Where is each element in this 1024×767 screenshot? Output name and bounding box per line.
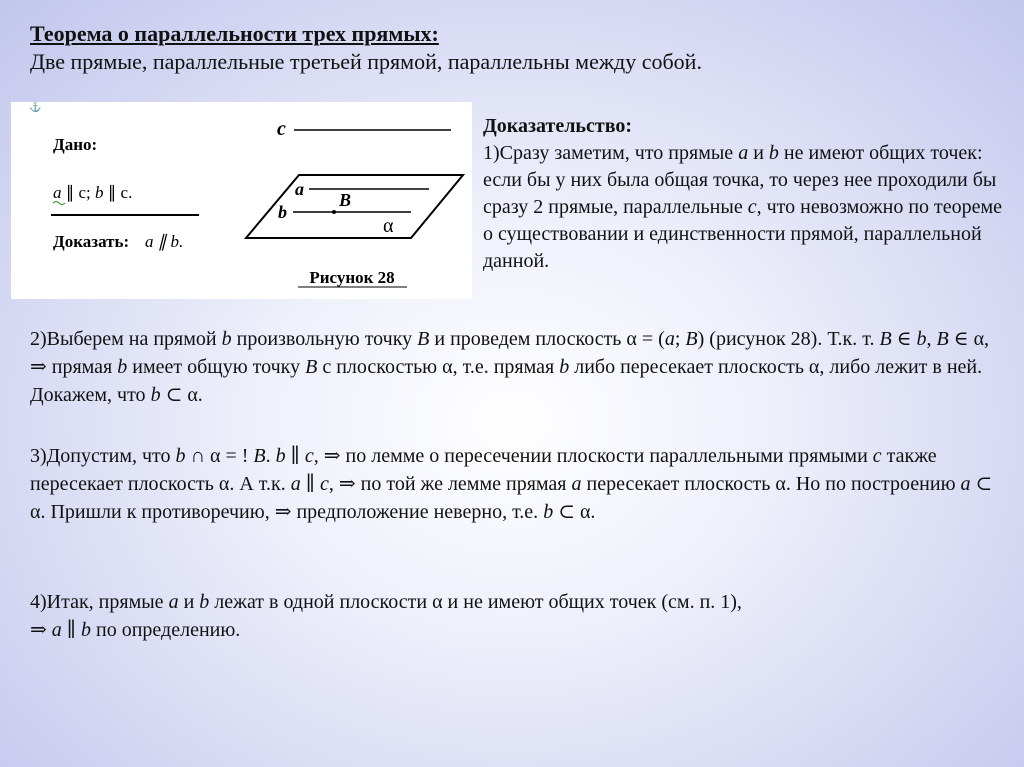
text: имеет общую точку <box>127 356 306 378</box>
var-B: B <box>305 356 318 378</box>
var-b: b <box>768 142 779 164</box>
text: и проведем плоскость α = ( <box>429 328 665 350</box>
point-B <box>332 210 336 214</box>
text: ∈ α, ⇒ прямая <box>30 328 990 378</box>
text: ∥ <box>300 473 320 495</box>
text: , что невозможно по теореме о существовании и единственности прямой, параллельной данной. <box>483 196 1003 272</box>
text: ∈ <box>891 328 917 350</box>
proof-heading: Доказательство: <box>483 115 633 137</box>
text: , <box>926 328 937 350</box>
text: лежат в одной плоскости α и не имеют общих точек (см. п. 1), <box>209 591 742 613</box>
text: по определению. <box>91 619 241 641</box>
var-c: c <box>319 473 329 495</box>
proof-step-1-block <box>483 113 1003 275</box>
var-B: B <box>879 328 892 350</box>
geometry-drawing <box>11 102 472 299</box>
text: ⊂ α. Пришли к противоречию, ⇒ предположение неверно, т.е. <box>30 473 993 523</box>
text: и <box>748 142 769 164</box>
line-c-label: c <box>277 118 286 140</box>
var-b: b <box>175 445 186 467</box>
point-B-label: B <box>339 190 352 210</box>
text: ∩ α = ! <box>185 445 254 467</box>
var-b: b <box>543 501 554 523</box>
text: 3)Допустим, что <box>30 445 176 467</box>
text: ⊂ α. <box>553 501 596 523</box>
var-c: c <box>304 445 314 467</box>
text: ⇒ <box>30 619 52 641</box>
text: произвольную точку <box>231 328 418 350</box>
var-B: B <box>253 445 266 467</box>
proof-step-3 <box>30 442 1005 526</box>
var-b: b <box>81 619 92 641</box>
figure-caption: Рисунок 28 <box>309 268 395 287</box>
var-b: b <box>150 384 161 406</box>
given-expression <box>53 183 132 202</box>
theorem-title: Теорема о параллельности трех прямых: <box>30 21 439 46</box>
var-b: b <box>221 328 232 350</box>
text: либо пересекает плоскость α, либо лежит в ней. Докажем, что <box>30 356 983 406</box>
var-c: c <box>872 445 882 467</box>
var-B: B <box>417 328 430 350</box>
text: ; <box>674 328 686 350</box>
var-c: c <box>747 196 757 218</box>
var-b: b <box>559 356 570 378</box>
text: ∥ <box>285 445 305 467</box>
prove-label: Доказать: <box>53 232 130 251</box>
text: . <box>265 445 276 467</box>
text: и <box>178 591 200 613</box>
var-a: a <box>571 473 582 495</box>
var-a: a <box>51 619 62 641</box>
text: , ⇒ по лемме о пересечении плоскости параллельными прямыми <box>313 445 873 467</box>
var-a: a <box>664 328 675 350</box>
figure-28 <box>11 102 472 299</box>
var-B: B <box>685 328 698 350</box>
var-b: b <box>117 356 128 378</box>
text: ⊂ α. <box>160 384 203 406</box>
given-a: a <box>53 183 62 202</box>
text: 4)Итак, прямые <box>30 591 169 613</box>
given-b: b <box>95 183 104 202</box>
text: ) (рисунок 28). Т.к. т. <box>697 328 880 350</box>
proof-step-1 <box>483 140 1003 275</box>
theorem-statement: Две прямые, параллельные третьей прямой, параллельны между собой. <box>30 49 702 74</box>
var-b: b <box>916 328 927 350</box>
text: ∥ <box>61 619 82 641</box>
proof-step-2 <box>30 325 1005 409</box>
prove-expression: a ∥ b. <box>145 232 184 251</box>
given-mid: ∥ c; <box>61 183 96 202</box>
var-a: a <box>960 473 971 495</box>
theorem-header <box>30 20 990 76</box>
proof-step-4 <box>30 588 1005 644</box>
given-label: Дано: <box>53 135 98 154</box>
var-B: B <box>936 328 949 350</box>
var-a: a <box>290 473 301 495</box>
var-b: b <box>199 591 210 613</box>
text: 2)Выберем на прямой <box>30 328 222 350</box>
line-b-label: b <box>278 202 287 222</box>
anchor-icon: ⚓ <box>29 102 42 113</box>
text: 1)Сразу заметим, что прямые <box>483 142 739 164</box>
plane-alpha-label: α <box>383 215 394 237</box>
var-b: b <box>275 445 286 467</box>
var-a: a <box>738 142 749 164</box>
var-a: a <box>168 591 179 613</box>
text: также пересекает плоскость α. А т.к. <box>30 445 937 495</box>
text: с плоскостью α, т.е. прямая <box>317 356 560 378</box>
given-end: ∥ c. <box>103 183 133 202</box>
text: пересекает плоскость α. Но по построению <box>581 473 961 495</box>
line-a-label: a <box>295 179 304 199</box>
text: не имеют общих точек: если бы у них была общая точка, то через нее проходили бы сразу 2 прямые, параллельные <box>483 142 997 218</box>
text: , ⇒ по той же лемме прямая <box>328 473 572 495</box>
